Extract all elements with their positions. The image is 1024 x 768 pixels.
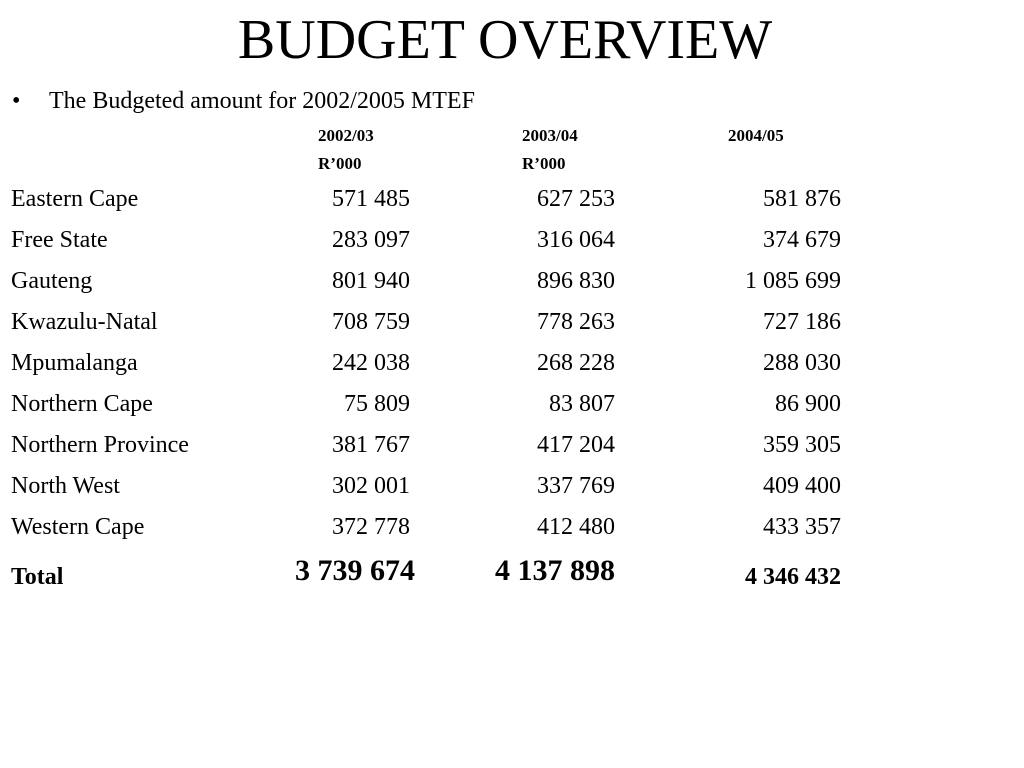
value-2004-05: 288 030 bbox=[763, 350, 841, 376]
column-header-unit-2: R’000 bbox=[522, 154, 566, 173]
value-2002-03: 801 940 bbox=[332, 268, 410, 294]
value-2002-03: 242 038 bbox=[332, 350, 410, 376]
value-2004-05: 359 305 bbox=[763, 432, 841, 458]
value-2003-04: 316 064 bbox=[537, 227, 615, 253]
value-2002-03: 302 001 bbox=[332, 473, 410, 499]
table-row bbox=[0, 266, 1024, 300]
value-2002-03: 571 485 bbox=[332, 186, 410, 212]
province-name: North West bbox=[11, 473, 120, 499]
table-row bbox=[0, 512, 1024, 546]
column-header-unit-1: R’000 bbox=[318, 154, 362, 173]
bullet-text: The Budgeted amount for 2002/2005 MTEF bbox=[49, 88, 475, 114]
column-header-year-1: 2002/03 bbox=[318, 126, 374, 145]
value-2004-05: 409 400 bbox=[763, 473, 841, 499]
table-row bbox=[0, 348, 1024, 382]
total-2002-03: 3 739 674 bbox=[295, 554, 415, 587]
value-2004-05: 86 900 bbox=[775, 391, 841, 417]
total-2004-05: 4 346 432 bbox=[745, 564, 841, 590]
column-header-year-2: 2003/04 bbox=[522, 126, 578, 145]
value-2002-03: 708 759 bbox=[332, 309, 410, 335]
column-header-year-3: 2004/05 bbox=[728, 126, 784, 145]
total-label: Total bbox=[11, 564, 64, 590]
value-2002-03: 283 097 bbox=[332, 227, 410, 253]
value-2004-05: 374 679 bbox=[763, 227, 841, 253]
province-name: Gauteng bbox=[11, 268, 93, 294]
table-row bbox=[0, 184, 1024, 218]
province-name: Mpumalanga bbox=[11, 350, 138, 376]
value-2003-04: 896 830 bbox=[537, 268, 615, 294]
province-name: Kwazulu-Natal bbox=[11, 309, 158, 335]
value-2003-04: 337 769 bbox=[537, 473, 615, 499]
value-2002-03: 75 809 bbox=[344, 391, 410, 417]
value-2002-03: 372 778 bbox=[332, 514, 410, 540]
value-2002-03: 381 767 bbox=[332, 432, 410, 458]
value-2004-05: 727 186 bbox=[763, 309, 841, 335]
province-name: Northern Province bbox=[11, 432, 189, 458]
bullet-mark: • bbox=[12, 88, 21, 114]
value-2003-04: 417 204 bbox=[537, 432, 615, 458]
value-2004-05: 1 085 699 bbox=[745, 268, 841, 294]
value-2004-05: 581 876 bbox=[763, 186, 841, 212]
value-2004-05: 433 357 bbox=[763, 514, 841, 540]
table-row bbox=[0, 225, 1024, 259]
province-name: Western Cape bbox=[11, 514, 145, 540]
table-row bbox=[0, 430, 1024, 464]
table-row bbox=[0, 307, 1024, 341]
value-2003-04: 412 480 bbox=[537, 514, 615, 540]
table-row bbox=[0, 389, 1024, 423]
province-name: Free State bbox=[11, 227, 108, 253]
slide-title: BUDGET OVERVIEW bbox=[237, 9, 773, 71]
total-2003-04: 4 137 898 bbox=[495, 554, 615, 587]
table-row bbox=[0, 471, 1024, 505]
value-2003-04: 268 228 bbox=[537, 350, 615, 376]
value-2003-04: 627 253 bbox=[537, 186, 615, 212]
bullet-item bbox=[12, 86, 475, 116]
province-name: Eastern Cape bbox=[11, 186, 139, 212]
value-2003-04: 778 263 bbox=[537, 309, 615, 335]
value-2003-04: 83 807 bbox=[549, 391, 615, 417]
total-row bbox=[0, 554, 1024, 588]
province-name: Northern Cape bbox=[11, 391, 153, 417]
